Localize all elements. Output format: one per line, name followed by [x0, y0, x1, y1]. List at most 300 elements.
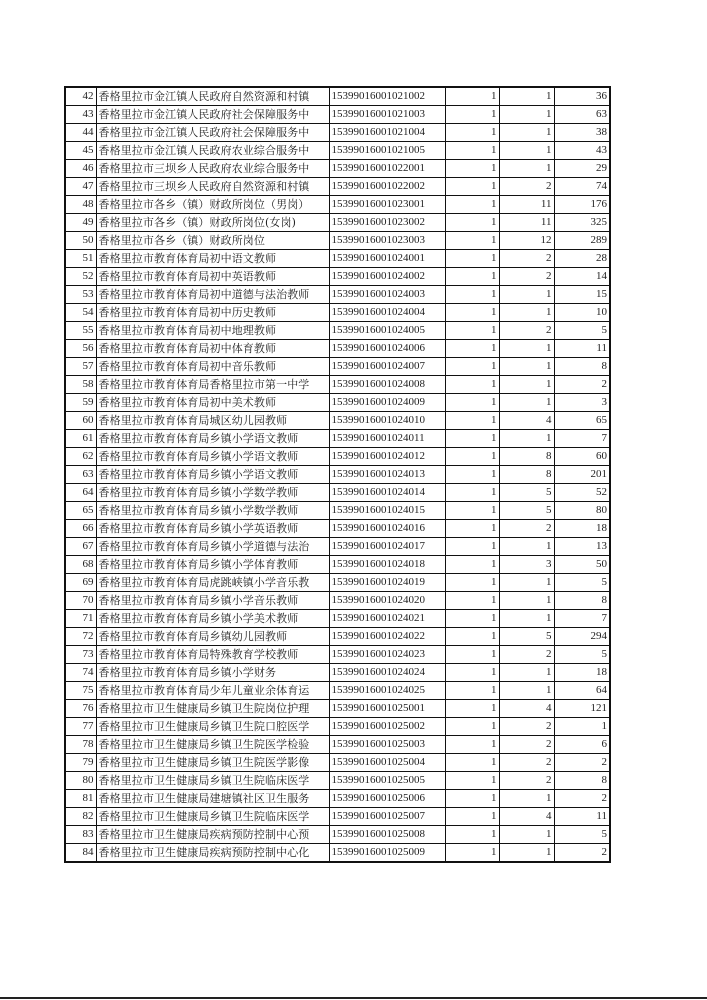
- position-code: 15399016001022002: [329, 178, 445, 196]
- value-col-1: 1: [445, 682, 499, 700]
- position-name: 香格里拉市卫生健康局乡镇卫生院临床医学: [96, 772, 329, 790]
- table-row: [65, 646, 610, 664]
- position-name: 香格里拉市金江镇人民政府农业综合服务中: [96, 142, 329, 160]
- position-name: 香格里拉市各乡（镇）财政所岗位: [96, 232, 329, 250]
- position-name: 香格里拉市教育体育局乡镇小学财务: [96, 664, 329, 682]
- position-name: 香格里拉市教育体育局乡镇小学语文教师: [96, 448, 329, 466]
- table-row: [65, 700, 610, 718]
- position-name: 香格里拉市卫生健康局乡镇卫生院临床医学: [96, 808, 329, 826]
- position-name: 香格里拉市教育体育局乡镇小学数学教师: [96, 502, 329, 520]
- position-name: 香格里拉市教育体育局初中语文教师: [96, 250, 329, 268]
- value-col-3: 5: [554, 322, 610, 340]
- value-col-3: 11: [554, 340, 610, 358]
- value-col-3: 64: [554, 682, 610, 700]
- value-col-2: 5: [499, 484, 554, 502]
- value-col-1: 1: [445, 844, 499, 863]
- position-code: 15399016001024014: [329, 484, 445, 502]
- value-col-3: 14: [554, 268, 610, 286]
- position-name: 香格里拉市卫生健康局建塘镇社区卫生服务: [96, 790, 329, 808]
- value-col-1: 1: [445, 178, 499, 196]
- value-col-2: 8: [499, 466, 554, 484]
- position-code: 15399016001025002: [329, 718, 445, 736]
- position-code: 15399016001021003: [329, 106, 445, 124]
- value-col-3: 6: [554, 736, 610, 754]
- row-number: 74: [65, 664, 96, 682]
- position-code: 15399016001021004: [329, 124, 445, 142]
- row-number: 60: [65, 412, 96, 430]
- value-col-2: 1: [499, 394, 554, 412]
- value-col-3: 8: [554, 358, 610, 376]
- table-row: [65, 376, 610, 394]
- value-col-1: 1: [445, 322, 499, 340]
- position-name: 香格里拉市教育体育局乡镇小学语文教师: [96, 466, 329, 484]
- position-name: 香格里拉市教育体育局初中地理教师: [96, 322, 329, 340]
- value-col-3: 13: [554, 538, 610, 556]
- value-col-1: 1: [445, 286, 499, 304]
- table-row: [65, 772, 610, 790]
- position-code: 15399016001024008: [329, 376, 445, 394]
- value-col-3: 121: [554, 700, 610, 718]
- value-col-1: 1: [445, 340, 499, 358]
- value-col-1: 1: [445, 142, 499, 160]
- position-code: 15399016001024022: [329, 628, 445, 646]
- row-number: 54: [65, 304, 96, 322]
- row-number: 47: [65, 178, 96, 196]
- position-name: 香格里拉市卫生健康局乡镇卫生院岗位护理: [96, 700, 329, 718]
- row-number: 52: [65, 268, 96, 286]
- table-row: [65, 610, 610, 628]
- value-col-3: 7: [554, 610, 610, 628]
- position-code: 15399016001024016: [329, 520, 445, 538]
- value-col-2: 4: [499, 700, 554, 718]
- value-col-3: 1: [554, 718, 610, 736]
- position-name: 香格里拉市教育体育局初中道德与法治教师: [96, 286, 329, 304]
- table-row: [65, 484, 610, 502]
- value-col-1: 1: [445, 196, 499, 214]
- table-row: [65, 142, 610, 160]
- value-col-3: 29: [554, 160, 610, 178]
- table-row: [65, 844, 610, 863]
- value-col-3: 8: [554, 772, 610, 790]
- row-number: 42: [65, 87, 96, 106]
- value-col-1: 1: [445, 538, 499, 556]
- table-body: [65, 87, 610, 862]
- row-number: 53: [65, 286, 96, 304]
- position-name: 香格里拉市金江镇人民政府社会保障服务中: [96, 106, 329, 124]
- table-row: [65, 340, 610, 358]
- table-row: [65, 250, 610, 268]
- value-col-2: 2: [499, 178, 554, 196]
- value-col-3: 7: [554, 430, 610, 448]
- position-code: 15399016001025001: [329, 700, 445, 718]
- value-col-1: 1: [445, 592, 499, 610]
- position-code: 15399016001022001: [329, 160, 445, 178]
- value-col-2: 5: [499, 502, 554, 520]
- value-col-2: 8: [499, 448, 554, 466]
- table-row: [65, 664, 610, 682]
- value-col-1: 1: [445, 772, 499, 790]
- position-name: 香格里拉市教育体育局乡镇小学美术教师: [96, 610, 329, 628]
- position-name: 香格里拉市教育体育局初中英语教师: [96, 268, 329, 286]
- row-number: 64: [65, 484, 96, 502]
- value-col-2: 1: [499, 106, 554, 124]
- table-row: [65, 412, 610, 430]
- position-code: 15399016001024007: [329, 358, 445, 376]
- value-col-1: 1: [445, 826, 499, 844]
- position-name: 香格里拉市各乡（镇）财政所岗位(女岗): [96, 214, 329, 232]
- value-col-2: 1: [499, 376, 554, 394]
- value-col-3: 50: [554, 556, 610, 574]
- value-col-2: 1: [499, 664, 554, 682]
- value-col-3: 2: [554, 790, 610, 808]
- position-name: 香格里拉市教育体育局初中体育教师: [96, 340, 329, 358]
- value-col-2: 1: [499, 538, 554, 556]
- value-col-1: 1: [445, 412, 499, 430]
- position-name: 香格里拉市卫生健康局疾病预防控制中心预: [96, 826, 329, 844]
- value-col-1: 1: [445, 124, 499, 142]
- position-code: 15399016001024012: [329, 448, 445, 466]
- table-row: [65, 214, 610, 232]
- position-code: 15399016001024009: [329, 394, 445, 412]
- value-col-2: 1: [499, 304, 554, 322]
- position-name: 香格里拉市教育体育局乡镇幼儿园教师: [96, 628, 329, 646]
- position-code: 15399016001024020: [329, 592, 445, 610]
- row-number: 70: [65, 592, 96, 610]
- position-code: 15399016001025004: [329, 754, 445, 772]
- value-col-3: 15: [554, 286, 610, 304]
- value-col-2: 3: [499, 556, 554, 574]
- position-code: 15399016001024011: [329, 430, 445, 448]
- value-col-3: 294: [554, 628, 610, 646]
- row-number: 50: [65, 232, 96, 250]
- value-col-3: 36: [554, 87, 610, 106]
- value-col-1: 1: [445, 358, 499, 376]
- row-number: 49: [65, 214, 96, 232]
- table-row: [65, 574, 610, 592]
- position-code: 15399016001024017: [329, 538, 445, 556]
- value-col-3: 11: [554, 808, 610, 826]
- row-number: 79: [65, 754, 96, 772]
- position-code: 15399016001023003: [329, 232, 445, 250]
- value-col-3: 38: [554, 124, 610, 142]
- position-name: 香格里拉市卫生健康局乡镇卫生院口腔医学: [96, 718, 329, 736]
- table-row: [65, 592, 610, 610]
- value-col-1: 1: [445, 160, 499, 178]
- value-col-1: 1: [445, 574, 499, 592]
- position-code: 15399016001024003: [329, 286, 445, 304]
- position-name: 香格里拉市金江镇人民政府社会保障服务中: [96, 124, 329, 142]
- row-number: 75: [65, 682, 96, 700]
- position-name: 香格里拉市教育体育局乡镇小学数学教师: [96, 484, 329, 502]
- value-col-1: 1: [445, 808, 499, 826]
- value-col-3: 2: [554, 844, 610, 863]
- table-row: [65, 556, 610, 574]
- value-col-3: 28: [554, 250, 610, 268]
- value-col-2: 2: [499, 646, 554, 664]
- table-row: [65, 790, 610, 808]
- page-bottom-border: [0, 997, 707, 999]
- position-code: 15399016001025008: [329, 826, 445, 844]
- position-name: 香格里拉市教育体育局初中历史教师: [96, 304, 329, 322]
- position-code: 15399016001025006: [329, 790, 445, 808]
- position-code: 15399016001024001: [329, 250, 445, 268]
- row-number: 61: [65, 430, 96, 448]
- table-row: [65, 466, 610, 484]
- value-col-2: 11: [499, 196, 554, 214]
- value-col-3: 5: [554, 646, 610, 664]
- table-row: [65, 87, 610, 106]
- value-col-2: 1: [499, 790, 554, 808]
- value-col-2: 2: [499, 718, 554, 736]
- row-number: 69: [65, 574, 96, 592]
- position-code: 15399016001025003: [329, 736, 445, 754]
- value-col-1: 1: [445, 700, 499, 718]
- value-col-1: 1: [445, 214, 499, 232]
- position-code: 15399016001024024: [329, 664, 445, 682]
- value-col-2: 1: [499, 142, 554, 160]
- row-number: 73: [65, 646, 96, 664]
- value-col-1: 1: [445, 790, 499, 808]
- value-col-2: 2: [499, 268, 554, 286]
- row-number: 58: [65, 376, 96, 394]
- row-number: 59: [65, 394, 96, 412]
- value-col-3: 2: [554, 376, 610, 394]
- value-col-3: 60: [554, 448, 610, 466]
- row-number: 67: [65, 538, 96, 556]
- table-row: [65, 538, 610, 556]
- position-name: 香格里拉市教育体育局香格里拉市第一中学: [96, 376, 329, 394]
- row-number: 81: [65, 790, 96, 808]
- position-name: 香格里拉市教育体育局城区幼儿园教师: [96, 412, 329, 430]
- table-row: [65, 448, 610, 466]
- value-col-1: 1: [445, 376, 499, 394]
- position-name: 香格里拉市卫生健康局乡镇卫生院医学检验: [96, 736, 329, 754]
- value-col-2: 2: [499, 772, 554, 790]
- position-name: 香格里拉市教育体育局初中美术教师: [96, 394, 329, 412]
- value-col-3: 5: [554, 826, 610, 844]
- value-col-2: 1: [499, 340, 554, 358]
- value-col-1: 1: [445, 87, 499, 106]
- value-col-2: 4: [499, 412, 554, 430]
- value-col-3: 289: [554, 232, 610, 250]
- row-number: 68: [65, 556, 96, 574]
- row-number: 66: [65, 520, 96, 538]
- value-col-1: 1: [445, 502, 499, 520]
- row-number: 55: [65, 322, 96, 340]
- value-col-1: 1: [445, 106, 499, 124]
- position-code: 15399016001024004: [329, 304, 445, 322]
- position-name: 香格里拉市教育体育局乡镇小学语文教师: [96, 430, 329, 448]
- position-code: 15399016001023002: [329, 214, 445, 232]
- position-name: 香格里拉市卫生健康局疾病预防控制中心化: [96, 844, 329, 863]
- value-col-3: 65: [554, 412, 610, 430]
- position-code: 15399016001025005: [329, 772, 445, 790]
- row-number: 77: [65, 718, 96, 736]
- value-col-2: 1: [499, 844, 554, 863]
- position-code: 15399016001024006: [329, 340, 445, 358]
- value-col-3: 5: [554, 574, 610, 592]
- value-col-1: 1: [445, 268, 499, 286]
- table-row: [65, 826, 610, 844]
- value-col-2: 1: [499, 826, 554, 844]
- row-number: 56: [65, 340, 96, 358]
- value-col-3: 43: [554, 142, 610, 160]
- value-col-1: 1: [445, 628, 499, 646]
- value-col-2: 2: [499, 754, 554, 772]
- position-code: 15399016001024010: [329, 412, 445, 430]
- position-name: 香格里拉市教育体育局特殊教育学校教师: [96, 646, 329, 664]
- value-col-2: 2: [499, 736, 554, 754]
- position-name: 香格里拉市教育体育局乡镇小学音乐教师: [96, 592, 329, 610]
- value-col-3: 8: [554, 592, 610, 610]
- position-code: 15399016001024023: [329, 646, 445, 664]
- position-name: 香格里拉市教育体育局乡镇小学英语教师: [96, 520, 329, 538]
- value-col-1: 1: [445, 646, 499, 664]
- table-row: [65, 628, 610, 646]
- value-col-2: 1: [499, 610, 554, 628]
- row-number: 51: [65, 250, 96, 268]
- value-col-3: 176: [554, 196, 610, 214]
- table-row: [65, 394, 610, 412]
- row-number: 78: [65, 736, 96, 754]
- value-col-1: 1: [445, 664, 499, 682]
- value-col-2: 4: [499, 808, 554, 826]
- row-number: 65: [65, 502, 96, 520]
- position-code: 15399016001024025: [329, 682, 445, 700]
- value-col-1: 1: [445, 448, 499, 466]
- value-col-1: 1: [445, 232, 499, 250]
- value-col-1: 1: [445, 250, 499, 268]
- table-row: [65, 322, 610, 340]
- table-row: [65, 808, 610, 826]
- position-name: 香格里拉市卫生健康局乡镇卫生院医学影像: [96, 754, 329, 772]
- value-col-1: 1: [445, 736, 499, 754]
- value-col-2: 1: [499, 682, 554, 700]
- row-number: 62: [65, 448, 96, 466]
- position-code: 15399016001024021: [329, 610, 445, 628]
- row-number: 63: [65, 466, 96, 484]
- position-code: 15399016001024002: [329, 268, 445, 286]
- table-row: [65, 124, 610, 142]
- value-col-3: 74: [554, 178, 610, 196]
- value-col-1: 1: [445, 718, 499, 736]
- table-row: [65, 718, 610, 736]
- table-row: [65, 196, 610, 214]
- value-col-3: 63: [554, 106, 610, 124]
- value-col-2: 1: [499, 592, 554, 610]
- position-name: 香格里拉市各乡（镇）财政所岗位（男岗）: [96, 196, 329, 214]
- value-col-2: 2: [499, 322, 554, 340]
- value-col-1: 1: [445, 754, 499, 772]
- position-code: 15399016001024013: [329, 466, 445, 484]
- table-row: [65, 178, 610, 196]
- row-number: 80: [65, 772, 96, 790]
- position-name: 香格里拉市教育体育局初中音乐教师: [96, 358, 329, 376]
- value-col-2: 2: [499, 520, 554, 538]
- value-col-2: 1: [499, 358, 554, 376]
- value-col-3: 325: [554, 214, 610, 232]
- row-number: 71: [65, 610, 96, 628]
- table-row: [65, 358, 610, 376]
- value-col-2: 1: [499, 574, 554, 592]
- position-code: 15399016001024018: [329, 556, 445, 574]
- value-col-1: 1: [445, 556, 499, 574]
- value-col-2: 1: [499, 124, 554, 142]
- value-col-3: 18: [554, 520, 610, 538]
- value-col-1: 1: [445, 466, 499, 484]
- table-row: [65, 502, 610, 520]
- position-name: 香格里拉市三坝乡人民政府自然资源和村镇: [96, 178, 329, 196]
- value-col-2: 5: [499, 628, 554, 646]
- row-number: 72: [65, 628, 96, 646]
- row-number: 48: [65, 196, 96, 214]
- table-row: [65, 754, 610, 772]
- table-row: [65, 736, 610, 754]
- position-name: 香格里拉市金江镇人民政府自然资源和村镇: [96, 87, 329, 106]
- value-col-2: 11: [499, 214, 554, 232]
- position-code: 15399016001021005: [329, 142, 445, 160]
- row-number: 82: [65, 808, 96, 826]
- table-row: [65, 106, 610, 124]
- position-name: 香格里拉市教育体育局乡镇小学体育教师: [96, 556, 329, 574]
- positions-table: [64, 86, 611, 863]
- position-name: 香格里拉市教育体育局乡镇小学道德与法治: [96, 538, 329, 556]
- row-number: 43: [65, 106, 96, 124]
- position-code: 15399016001024005: [329, 322, 445, 340]
- value-col-1: 1: [445, 394, 499, 412]
- value-col-2: 1: [499, 430, 554, 448]
- value-col-3: 2: [554, 754, 610, 772]
- position-code: 15399016001024015: [329, 502, 445, 520]
- table-row: [65, 160, 610, 178]
- value-col-1: 1: [445, 520, 499, 538]
- position-code: 15399016001025007: [329, 808, 445, 826]
- row-number: 83: [65, 826, 96, 844]
- position-code: 15399016001023001: [329, 196, 445, 214]
- position-name: 香格里拉市教育体育局虎跳峡镇小学音乐教: [96, 574, 329, 592]
- table-row: [65, 520, 610, 538]
- value-col-2: 1: [499, 286, 554, 304]
- row-number: 57: [65, 358, 96, 376]
- position-code: 15399016001024019: [329, 574, 445, 592]
- value-col-1: 1: [445, 484, 499, 502]
- table-row: [65, 232, 610, 250]
- row-number: 84: [65, 844, 96, 863]
- row-number: 45: [65, 142, 96, 160]
- value-col-3: 201: [554, 466, 610, 484]
- value-col-2: 2: [499, 250, 554, 268]
- value-col-3: 3: [554, 394, 610, 412]
- table-row: [65, 304, 610, 322]
- row-number: 46: [65, 160, 96, 178]
- table-row: [65, 430, 610, 448]
- position-name: 香格里拉市三坝乡人民政府农业综合服务中: [96, 160, 329, 178]
- table-row: [65, 286, 610, 304]
- position-name: 香格里拉市教育体育局少年儿童业余体育运: [96, 682, 329, 700]
- value-col-1: 1: [445, 304, 499, 322]
- value-col-2: 12: [499, 232, 554, 250]
- row-number: 76: [65, 700, 96, 718]
- value-col-3: 18: [554, 664, 610, 682]
- table-row: [65, 268, 610, 286]
- value-col-3: 80: [554, 502, 610, 520]
- row-number: 44: [65, 124, 96, 142]
- value-col-2: 1: [499, 87, 554, 106]
- value-col-3: 52: [554, 484, 610, 502]
- value-col-2: 1: [499, 160, 554, 178]
- value-col-1: 1: [445, 430, 499, 448]
- position-code: 15399016001021002: [329, 87, 445, 106]
